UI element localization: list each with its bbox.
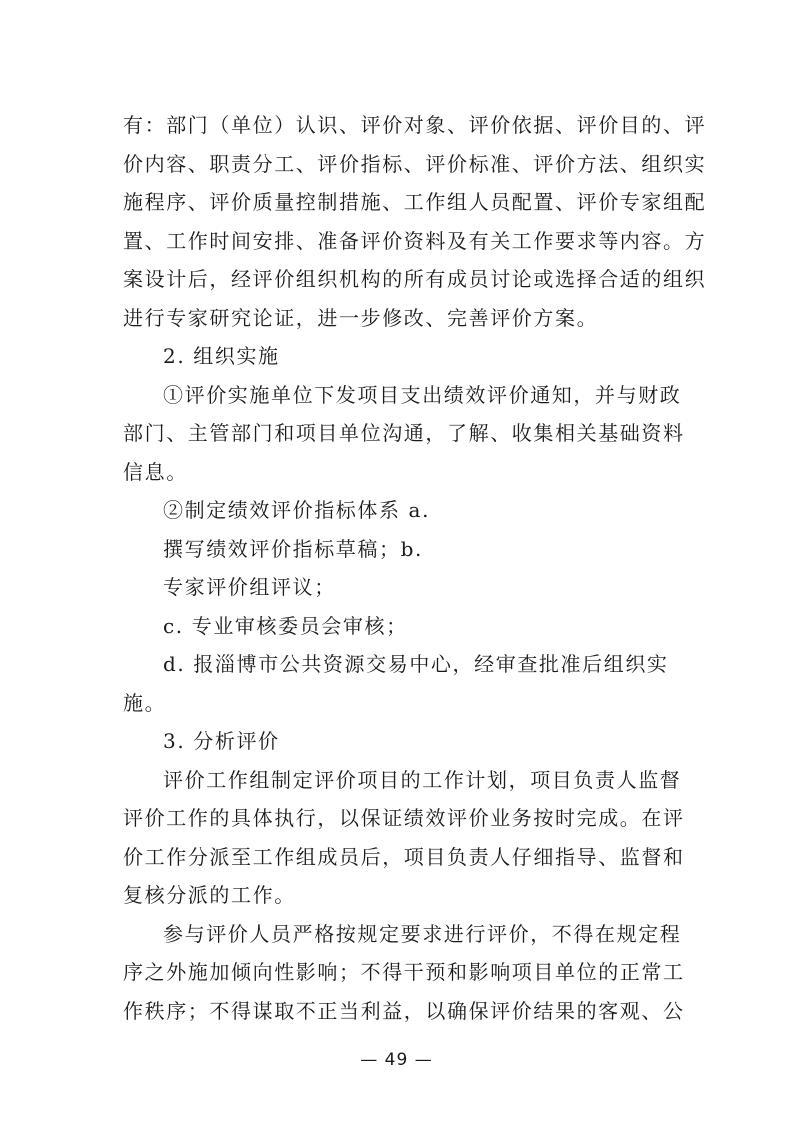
section-heading-organize: 2. 组织实施 — [163, 344, 280, 368]
section-heading-analysis: 3. 分析评价 — [163, 729, 280, 753]
text-line-24: 作秩序；不得谋取不正当利益，以确保评价结果的客观、公 — [123, 998, 685, 1023]
body-text — [123, 106, 707, 1030]
text-line-4: 置、工作时间安排、准备评价资料及有关工作要求等内容。方 — [123, 228, 707, 253]
text-line-22: 参与评价人员严格按规定要求进行评价，不得在规定程 — [163, 921, 682, 946]
text-line-20: 价工作分派至工作组成员后，项目负责人仔细指导、监督和 — [123, 844, 685, 869]
text-line-10: 信息。 — [123, 459, 188, 484]
text-line-2: 价内容、职责分工、评价指标、评价标准、评价方法、组织实 — [123, 151, 707, 176]
page-number: — 49 — — [360, 1050, 433, 1070]
text-line-5: 案设计后，经评价组织机构的所有成员讨论或选择合适的组织 — [123, 267, 707, 291]
text-line-13: 专家评价组评议； — [163, 575, 336, 599]
text-line-21: 复核分派的工作。 — [123, 883, 296, 907]
text-line-11: ②制定绩效评价指标体系 a. — [163, 498, 431, 522]
text-line-8: ①评价实施单位下发项目支出绩效评价通知，并与财政 — [163, 382, 682, 407]
text-line-3: 施程序、评价质量控制措施、工作组人员配置、评价专家组配 — [123, 190, 707, 214]
text-line-19: 评价工作的具体执行，以保证绩效评价业务按时完成。在评 — [123, 806, 685, 830]
text-line-9: 部门、主管部门和项目单位沟通，了解、收集相关基础资料 — [123, 421, 685, 445]
text-line-14: c. 专业审核委员会审核； — [163, 613, 408, 638]
text-line-1: 有：部门（单位）认识、评价对象、评价依据、评价目的、评 — [123, 113, 707, 137]
text-line-16: 施。 — [123, 690, 167, 715]
text-line-12: 撰写绩效评价指标草稿；b. — [163, 536, 423, 561]
text-line-6: 进行专家研究论证，进一步修改、完善评价方案。 — [123, 305, 599, 330]
text-line-23: 序之外施加倾向性影响；不得干预和影响项目单位的正常工 — [123, 960, 685, 984]
text-line-18: 评价工作组制定评价项目的工作计划，项目负责人监督 — [163, 767, 682, 792]
text-line-15: d. 报淄博市公共资源交易中心，经审查批准后组织实 — [163, 652, 669, 676]
